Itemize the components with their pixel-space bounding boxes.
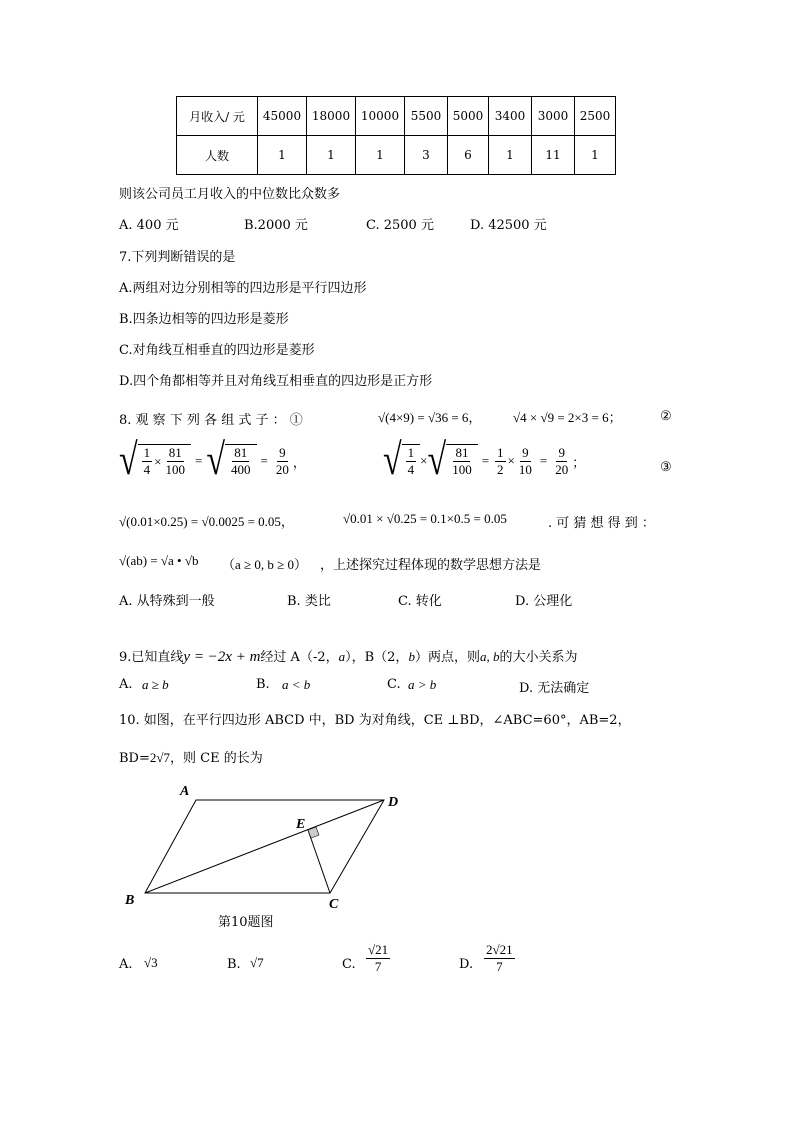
- diagonal-bd: [145, 800, 384, 893]
- q10-option-c-num: √21: [368, 942, 389, 957]
- q8-eq2: √ $\frac{1}{4}$ × $\frac{81}{100}$ = √ $\frac{81}{400}$ = $\frac{9}{20}$ ，: [119, 436, 306, 485]
- q10-option-b-letter: B.: [227, 957, 241, 972]
- income-cell: 3000: [532, 97, 575, 136]
- q9-option-d: D. 无法确定: [519, 681, 590, 696]
- q10-bd-label: BD=: [119, 751, 150, 766]
- q6-option-d: D. 42500 元: [470, 218, 547, 233]
- label-a: A: [180, 784, 190, 799]
- q9-stem-d: ）两点，则: [414, 650, 480, 665]
- sqrt-symbol: √ $\frac{1}{4}$ × $\frac{81}{100}$: [119, 444, 191, 478]
- q6-option-b: B.2000 元: [244, 218, 308, 233]
- q10-stem-tail: ，则 CE 的长为: [170, 751, 263, 766]
- count-cell: 1: [575, 136, 616, 175]
- income-cell: 10000: [356, 97, 405, 136]
- label-b: B: [125, 893, 135, 908]
- q10-option-d-den: 7: [496, 959, 503, 974]
- q8-option-d: D. 公理化: [515, 594, 573, 609]
- header-cell: 月收入/ 元: [177, 97, 258, 136]
- q7-option-d: D.四个角都相等并且对角线互相垂直的四边形是正方形: [119, 374, 433, 389]
- segment-ce: [308, 830, 330, 893]
- q6-stem: 则该公司员工月收入的中位数比众数多: [119, 187, 341, 202]
- count-cell: 3: [405, 136, 448, 175]
- q10-bd-value: 2√7: [149, 750, 171, 765]
- q9-stem-b: 经过 A（-2，: [260, 650, 339, 665]
- q9-line-eq: y = −2x + m: [183, 649, 261, 665]
- q10-option-d-num: 2√21: [486, 942, 513, 957]
- q9-option-a: a ≥ b: [142, 677, 169, 692]
- label-c: C: [329, 897, 339, 912]
- q10-option-c: [364, 942, 392, 975]
- q10-option-d-letter: D.: [459, 957, 474, 972]
- q8-mark-3: ③: [660, 460, 672, 475]
- table-row: [177, 136, 616, 175]
- q10-stem-2: [119, 747, 263, 766]
- q9-stem-c: ），B（2，: [345, 650, 409, 665]
- q10-option-a-letter: A.: [119, 957, 133, 972]
- income-table: [176, 96, 616, 175]
- income-cell: 5500: [405, 97, 448, 136]
- count-cell: 1: [258, 136, 307, 175]
- table-row: [177, 97, 616, 136]
- label-e: E: [296, 817, 306, 832]
- q9-option-b: a < b: [282, 677, 311, 692]
- q8-option-b: B. 类比: [287, 594, 331, 609]
- q8-rule-cond: （a ≥ 0, b ≥ 0）: [222, 557, 308, 572]
- q8-eq3: √(0.01×0.25) = √0.0025 = 0.05，: [119, 514, 294, 529]
- q7-option-a: A.两组对边分别相等的四边形是平行四边形: [119, 281, 367, 296]
- income-cell: 18000: [307, 97, 356, 136]
- q8-eq1: √(4×9) = √36 = 6，: [378, 410, 482, 425]
- q8-conclude: . 可 猜 想 得 到 ：: [548, 516, 655, 531]
- q6-option-a: A. 400 元: [119, 218, 179, 233]
- q9-b-var: b: [408, 649, 415, 664]
- q9-option-a-letter: A.: [119, 677, 133, 692]
- q9-option-c: a > b: [408, 677, 437, 692]
- sqrt-symbol: √ $\frac{81}{400}$: [206, 444, 256, 478]
- q10-option-d: [482, 942, 517, 975]
- figure-caption: 第10题图: [218, 915, 274, 930]
- parallelogram-figure: [118, 782, 418, 942]
- q10-stem-1: 10. 如图，在平行四边形 ABCD 中，BD 为对角线，CE ⊥BD，∠ABC=60°，AB=2，: [119, 713, 631, 728]
- q9-ab-vars: a, b: [479, 649, 500, 664]
- q7-stem: 7.下列判断错误的是: [119, 250, 236, 265]
- q9-stem-e: 的大小关系为: [499, 650, 578, 665]
- sqrt-symbol: √ $\frac{1}{4}$: [383, 444, 420, 478]
- q8-eq1b: √4 × √9 = 2×3 = 6；: [513, 410, 622, 425]
- q7-option-b: B.四条边相等的四边形是菱形: [119, 312, 289, 327]
- income-cell: 45000: [258, 97, 307, 136]
- header-cell: 人数: [177, 136, 258, 175]
- q10-option-a: √3: [144, 955, 158, 970]
- q8-rule-text: ，上述探究过程体现的数学思想方法是: [320, 558, 542, 573]
- q8-eq2b: √ $\frac{1}{4}$ × √ $\frac{81}{100}$ = $\frac{1}{2}$ × $\frac{9}{10}$ = $\frac{9}{20}$ ；: [383, 436, 586, 485]
- q8-rule: √(ab) = √a • √b: [119, 553, 199, 568]
- label-d: D: [388, 795, 399, 810]
- q9-option-b-letter: B.: [256, 677, 270, 692]
- income-cell: 5000: [448, 97, 489, 136]
- q9-option-c-letter: C.: [387, 677, 401, 692]
- q8-option-c: C. 转化: [398, 594, 442, 609]
- q10-option-c-den: 7: [374, 959, 382, 974]
- q8-eq3b: √0.01 × √0.25 = 0.1×0.5 = 0.05: [343, 511, 507, 526]
- q9-a-var: a: [338, 649, 346, 664]
- count-cell: 11: [532, 136, 575, 175]
- sqrt-symbol: √ $\frac{81}{100}$: [428, 444, 478, 478]
- q10-option-b: √7: [250, 955, 264, 970]
- q8-option-a: A. 从特殊到一般: [119, 594, 215, 609]
- q8-mark-2: ②: [660, 409, 672, 424]
- count-cell: 1: [489, 136, 532, 175]
- q10-option-c-letter: C.: [342, 957, 356, 972]
- q7-option-c: C.对角线互相垂直的四边形是菱形: [119, 343, 315, 358]
- q9-stem-a: 9.已知直线: [119, 650, 184, 665]
- count-cell: 6: [448, 136, 489, 175]
- q6-option-c: C. 2500 元: [366, 218, 434, 233]
- count-cell: 1: [307, 136, 356, 175]
- income-cell: 2500: [575, 97, 616, 136]
- q9-stem: [119, 646, 577, 666]
- q8-stem: 8. 观 察 下 列 各 组 式 子 ： ①: [119, 413, 303, 428]
- income-cell: 3400: [489, 97, 532, 136]
- count-cell: 1: [356, 136, 405, 175]
